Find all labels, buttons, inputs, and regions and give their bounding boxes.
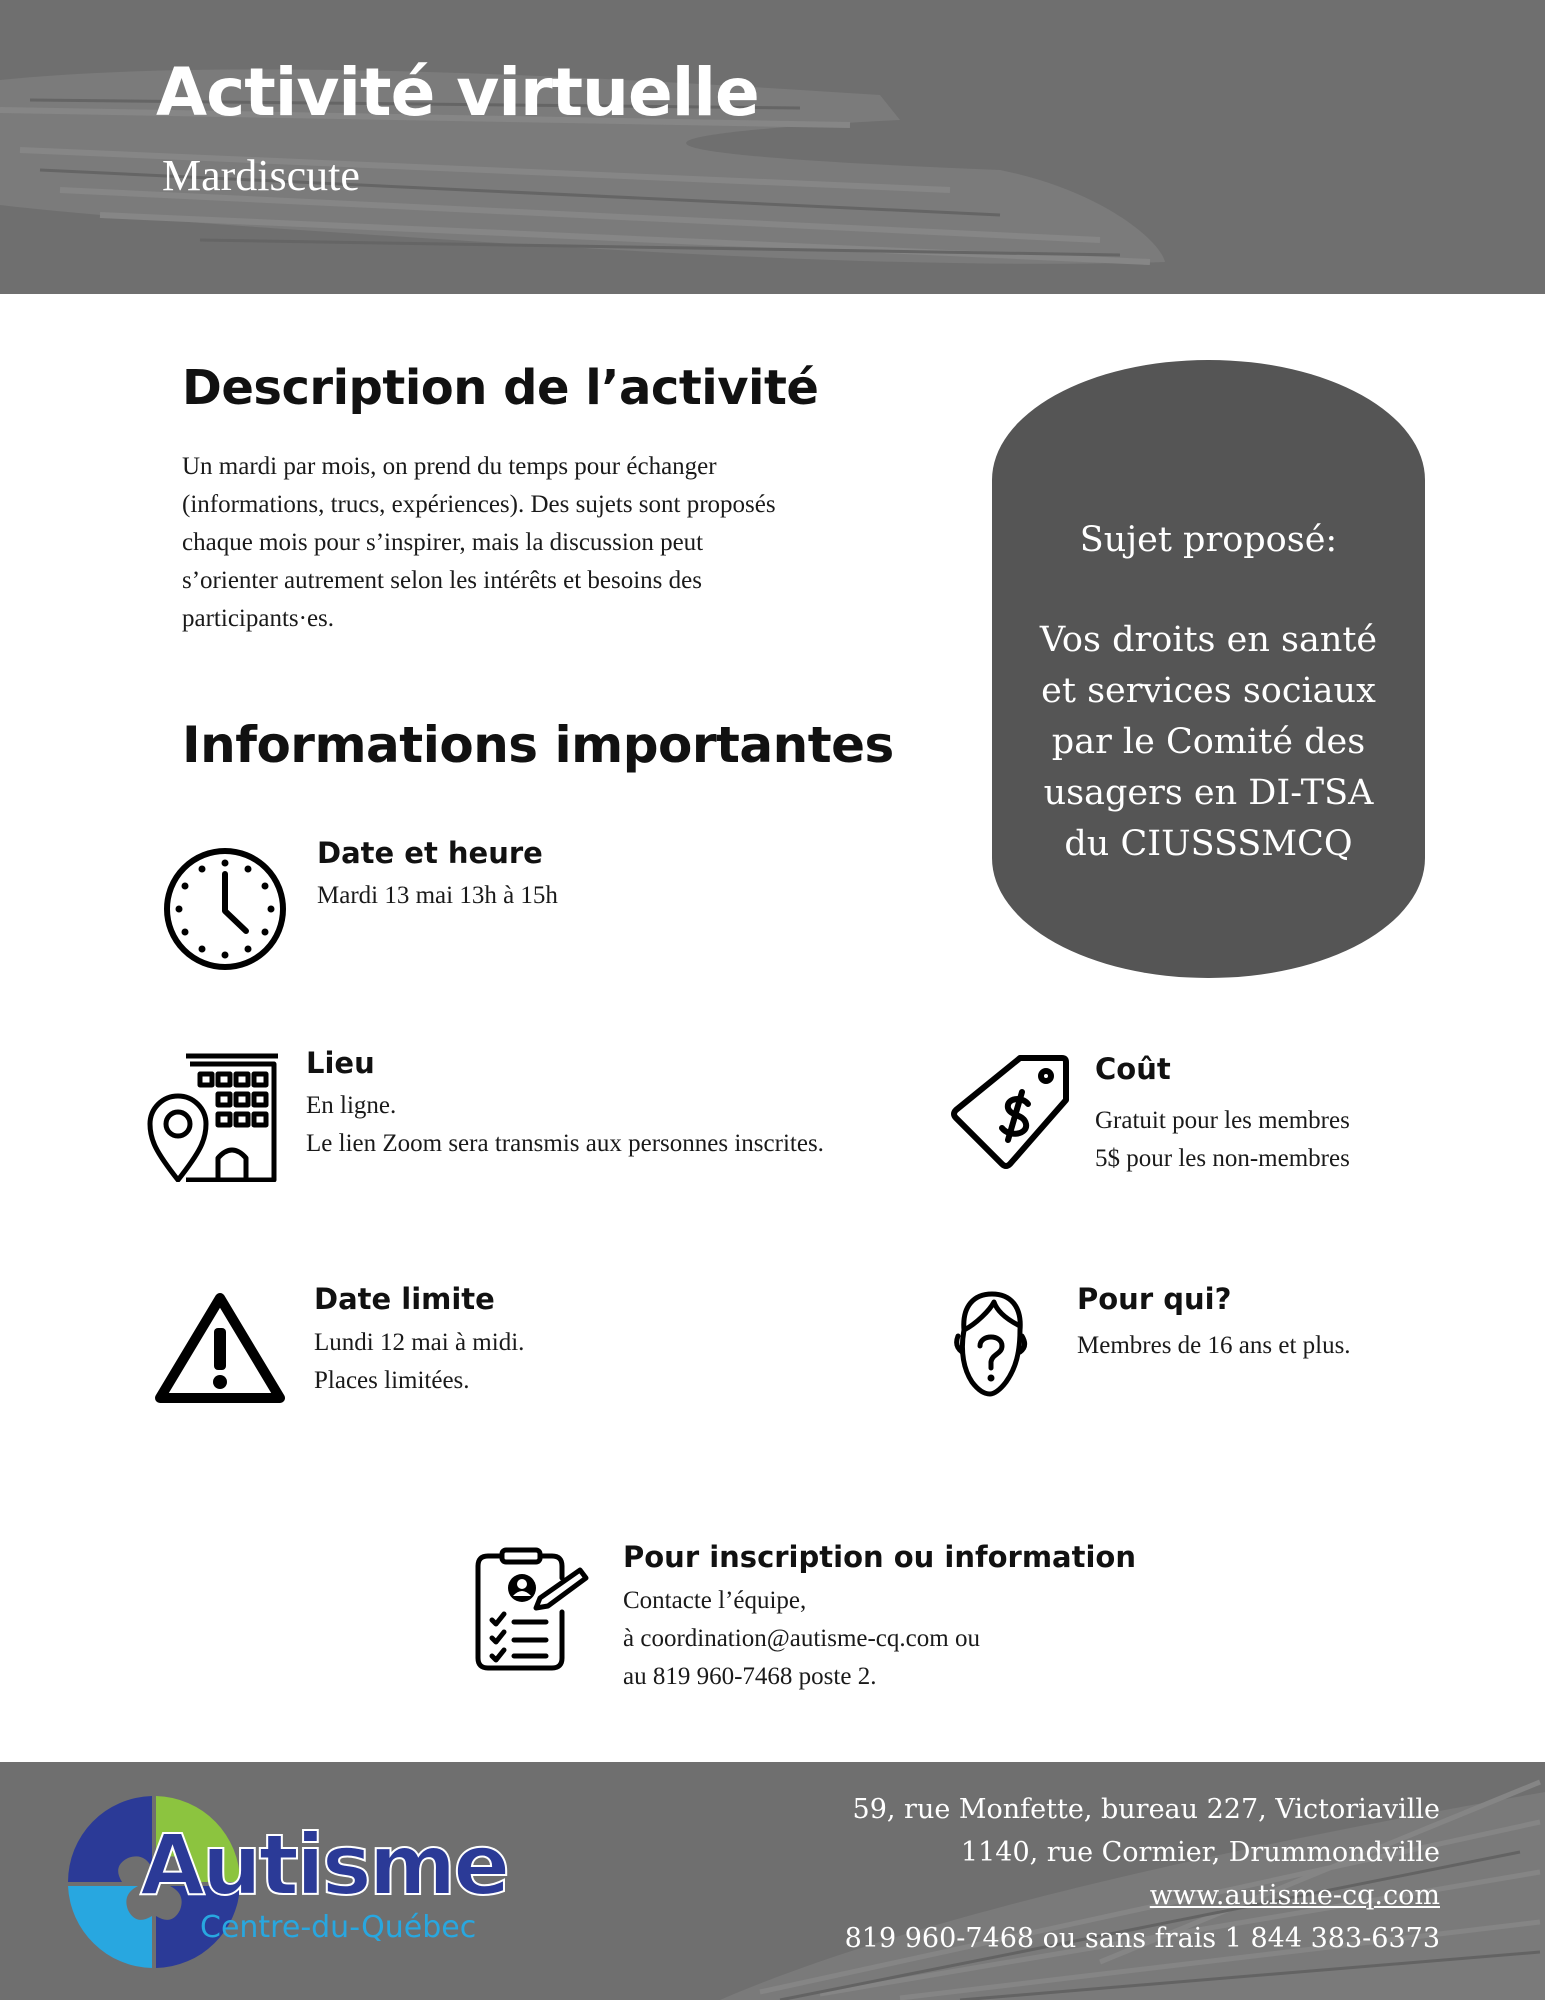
cout-line: 5$ pour les non-membres: [1095, 1145, 1350, 1172]
cout-title: Coût: [1095, 1052, 1171, 1086]
description-line: s’orienter autrement selon les intérêts et besoins des: [182, 567, 702, 594]
qui-title: Pour qui?: [1077, 1282, 1232, 1316]
header-banner: [0, 0, 1545, 294]
limite-title: Date limite: [314, 1282, 495, 1316]
building-location-icon: [146, 1052, 280, 1182]
clock-icon: [162, 846, 288, 972]
description-line: participants·es.: [182, 605, 335, 632]
limite-line: Lundi 12 mai à midi.: [314, 1329, 525, 1356]
important-heading: Informations importantes: [182, 716, 894, 774]
inscription-title: Pour inscription ou information: [623, 1540, 1136, 1574]
description-line: chaque mois pour s’inspirer, mais la discussion peut: [182, 529, 704, 556]
topic-line: usagers en DI-TSA: [1043, 773, 1374, 813]
topic-line: par le Comité des: [1051, 722, 1366, 762]
description-heading: Description de l’activité: [182, 360, 819, 416]
topic-line: du CIUSSSMCQ: [1064, 824, 1353, 864]
brush-stroke-decoration: [0, 0, 1545, 294]
inscription-text: [623, 1582, 980, 1696]
price-tag-icon: [950, 1052, 1070, 1170]
description-line: Un mardi par mois, on prend du temps pour échanger: [182, 453, 717, 480]
footer: [0, 1762, 1545, 2000]
description-line: (informations, trucs, expériences). Des sujets sont proposés: [182, 491, 776, 518]
inscription-phone-line: au 819 960-7468 poste 2.: [623, 1663, 877, 1690]
description-paragraph: [182, 448, 842, 638]
autisme-logo[interactable]: [62, 1792, 508, 1972]
logo-subtitle: Centre-du-Québec: [200, 1910, 477, 1945]
date-title: Date et heure: [317, 836, 543, 870]
website-link[interactable]: www.autisme-cq.com: [1149, 1880, 1440, 1911]
limite-text: [314, 1324, 524, 1400]
address-drummondville: 1140, rue Cormier, Drummondville: [960, 1837, 1440, 1868]
date-text: Mardi 13 mai 13h à 15h: [317, 882, 558, 909]
topic-line: Vos droits en santé: [1039, 620, 1378, 660]
phone-numbers: 819 960-7468 ou sans frais 1 844 383-6373: [844, 1923, 1440, 1954]
topic-bubble: [992, 360, 1425, 978]
lieu-title: Lieu: [306, 1046, 375, 1080]
lieu-line: En ligne.: [306, 1092, 397, 1119]
inscription-line: Contacte l’équipe,: [623, 1587, 807, 1614]
cout-text: [1095, 1102, 1350, 1178]
page-title: Activité virtuelle: [156, 54, 759, 131]
logo-wordmark: Autisme: [140, 1816, 508, 1914]
warning-icon: [154, 1290, 286, 1404]
topic-line: et services sociaux: [1041, 671, 1376, 711]
lieu-line: Le lien Zoom sera transmis aux personnes inscrites.: [306, 1130, 824, 1157]
limite-line: Places limitées.: [314, 1367, 470, 1394]
topic-label: Sujet proposé:: [1079, 520, 1338, 560]
qui-text: Membres de 16 ans et plus.: [1077, 1332, 1351, 1359]
topic-text: [1032, 615, 1385, 870]
cout-line: Gratuit pour les membres: [1095, 1107, 1350, 1134]
address-victoriaville: 59, rue Monfette, bureau 227, Victoriaville: [852, 1794, 1440, 1825]
page-subtitle: Mardiscute: [162, 151, 360, 200]
lieu-text: [306, 1087, 824, 1163]
inscription-email-line[interactable]: à coordination@autisme-cq.com ou: [623, 1625, 980, 1652]
clipboard-checklist-icon: [474, 1546, 590, 1672]
person-question-icon: [950, 1290, 1030, 1400]
